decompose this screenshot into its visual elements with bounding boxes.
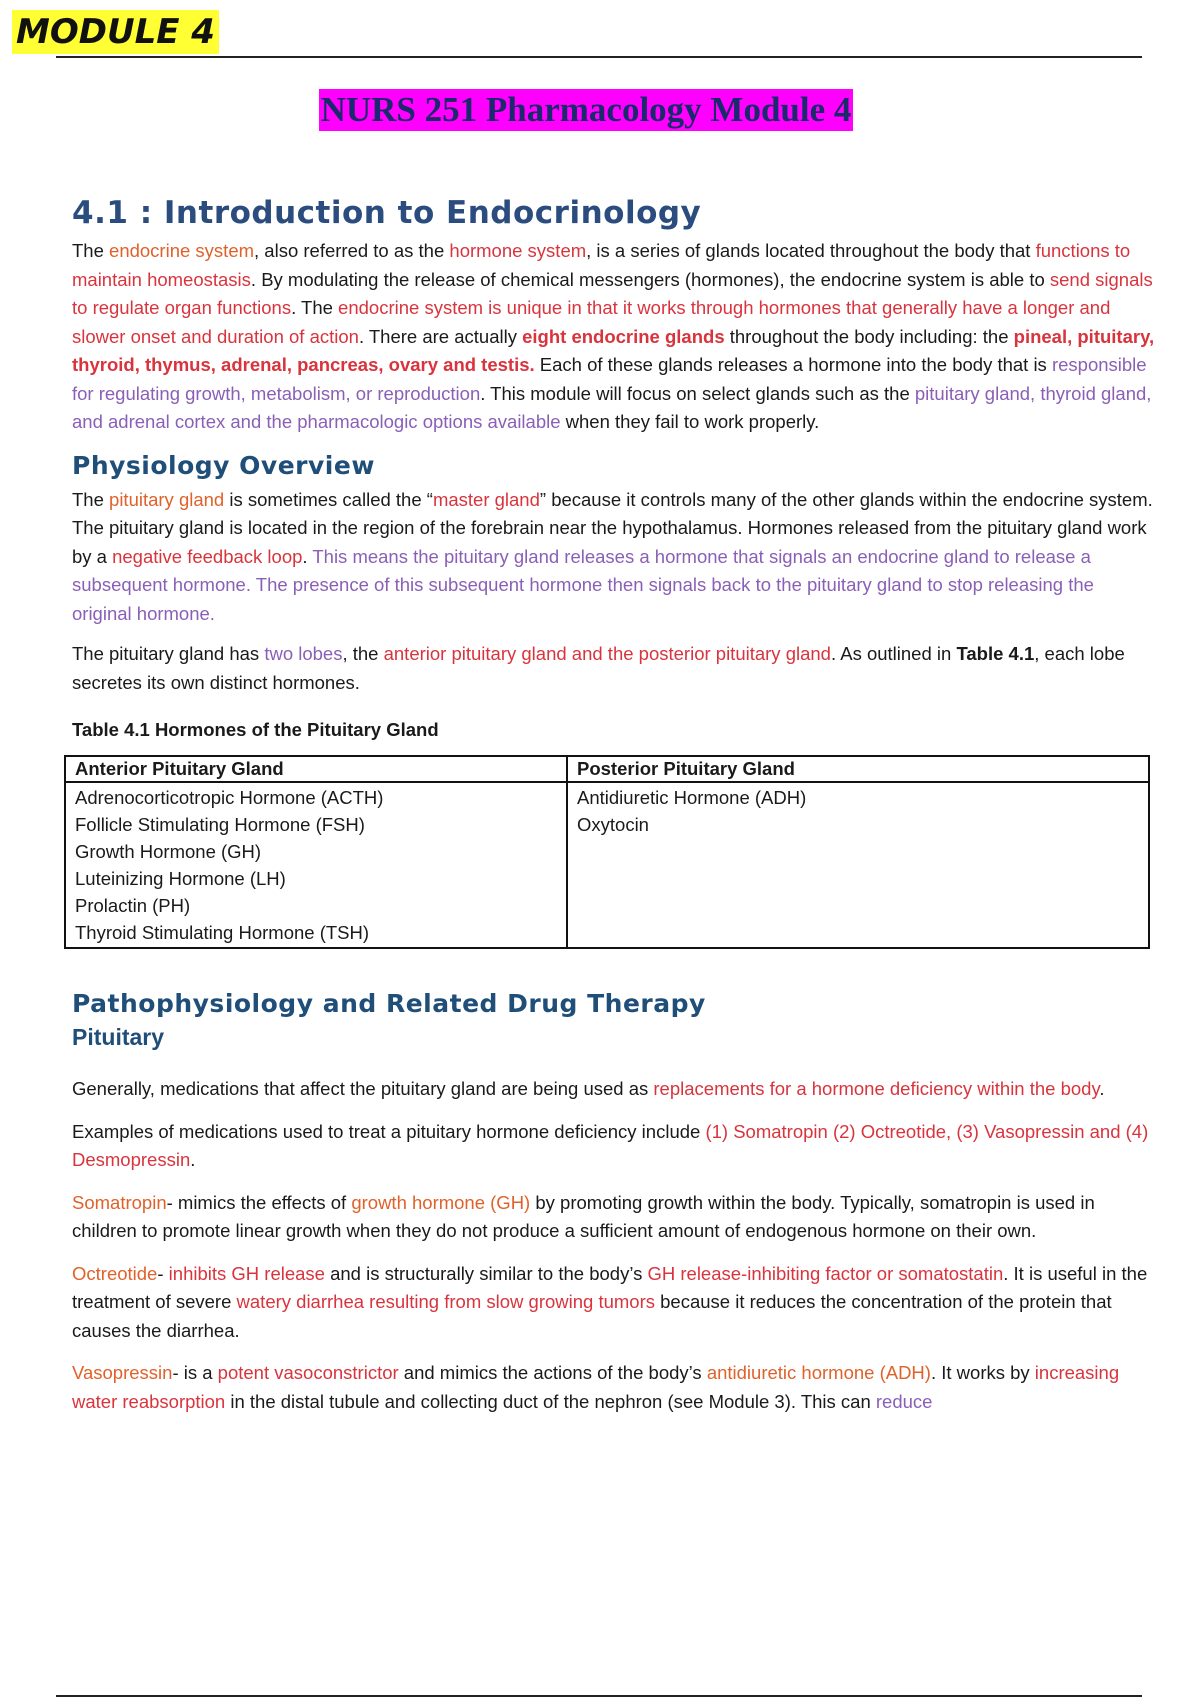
footer-divider bbox=[56, 1695, 1142, 1697]
text-run: eight endocrine glands bbox=[522, 325, 725, 347]
text-run: , also referred to as the bbox=[254, 240, 450, 261]
table-header-anterior: Anterior Pituitary Gland bbox=[65, 756, 567, 782]
text-run: GH release-inhibiting factor or somatostatin bbox=[647, 1262, 1004, 1284]
hormone-item: Oxytocin bbox=[577, 814, 649, 835]
text-run: and is structurally similar to the body’s bbox=[324, 1262, 648, 1284]
subsection-heading-pituitary: Pituitary bbox=[72, 1024, 165, 1050]
text-run: two lobes bbox=[264, 643, 343, 664]
text-run: pituitary gland bbox=[109, 488, 225, 510]
text-run: , each lobe secretes its own distinct hormones. bbox=[72, 643, 1125, 693]
text-run: The pituitary gland has bbox=[72, 643, 265, 664]
hormone-item: Adrenocorticotropic Hormone (ACTH) bbox=[75, 787, 384, 808]
section-heading-pathophysiology: Pathophysiology and Related Drug Therapy bbox=[72, 989, 706, 1018]
title-wrapper bbox=[72, 89, 1158, 131]
hormone-item: Luteinizing Hormone (LH) bbox=[75, 868, 286, 889]
hormone-item: Growth Hormone (GH) bbox=[75, 841, 262, 862]
document-title: NURS 251 Pharmacology Module 4 bbox=[320, 90, 852, 129]
text-run: The bbox=[72, 488, 110, 510]
text-run: . The bbox=[291, 297, 339, 318]
text-run: . bbox=[302, 545, 313, 567]
text-run: - mimics the effects of bbox=[166, 1191, 352, 1213]
text-run: because it reduces the concentration of the protein that causes the diarrhea. bbox=[72, 1291, 1112, 1341]
text-run: . bbox=[1099, 1078, 1105, 1099]
text-run: and mimics the actions of the body’s bbox=[398, 1362, 707, 1383]
text-run: . By modulating the release of chemical messengers (hormones), the endocrine system is able to bbox=[250, 268, 1050, 290]
pathophysiology-paragraph bbox=[72, 1075, 1158, 1104]
text-run: endocrine system is unique in that it works through hormones that generally have a longer and slower onset and duration of action bbox=[72, 297, 1111, 347]
text-run: . It works by bbox=[930, 1362, 1035, 1383]
pituitary-hormones-table bbox=[64, 755, 1150, 949]
text-run: send signals to regulate organ functions bbox=[72, 268, 1153, 318]
text-run: Somatropin bbox=[72, 1191, 167, 1213]
pathophysiology-paragraph bbox=[72, 1118, 1158, 1175]
text-run: hormone system bbox=[449, 240, 587, 261]
hormone-item: Prolactin (PH) bbox=[75, 895, 191, 916]
text-run: potent vasoconstrictor bbox=[217, 1362, 399, 1383]
text-run: pituitary gland, thyroid gland, and adrenal cortex and the pharmacologic options available bbox=[72, 382, 1152, 432]
text-run: Table 4.1 bbox=[956, 643, 1035, 664]
text-run: by promoting growth within the body. Typically, somatropin is used in children to promote linear growth when they do not produce a sufficient amount of endogenous hormone on their own. bbox=[72, 1191, 1095, 1241]
text-run: The bbox=[72, 240, 110, 261]
text-run: master gland bbox=[432, 488, 540, 510]
text-run: - is a bbox=[172, 1362, 218, 1383]
hormone-item: Thyroid Stimulating Hormone (TSH) bbox=[75, 922, 370, 943]
text-run: , is a series of glands located throughout the body that bbox=[586, 240, 1036, 261]
text-run: increasing water reabsorption bbox=[72, 1362, 1120, 1412]
text-run: responsible for regulating growth, metabolism, or reproduction bbox=[72, 354, 1147, 404]
text-run: ” because it controls many of the other glands within the endocrine system. The pituitary gland is located in the region of the forebrain near the hypothalamus. Hormones released from the pituitary gland work by a bbox=[72, 488, 1153, 567]
table-header-posterior: Posterior Pituitary Gland bbox=[567, 756, 1149, 782]
text-run: in the distal tubule and collecting duct of the nephron (see Module 3). This can bbox=[225, 1390, 876, 1412]
text-run: . There are actually bbox=[358, 325, 523, 347]
module-label: MODULE 4 bbox=[12, 10, 219, 54]
text-run: . As outlined in bbox=[830, 643, 957, 664]
hormone-item: Follicle Stimulating Hormone (FSH) bbox=[75, 814, 365, 835]
text-run: pineal, pituitary, thyroid, thymus, adrenal, pancreas, ovary and testis. bbox=[72, 325, 1155, 375]
text-run: when they fail to work properly. bbox=[560, 411, 820, 432]
posterior-hormones-cell bbox=[567, 782, 1149, 948]
text-run: This means the pituitary gland releases a hormone that signals an endocrine gland to release a subsequent hormone. The presence of this subsequent hormone then signals back to the pituitary gland to stop releasing the original hormone. bbox=[72, 545, 1094, 624]
section-heading-physiology: Physiology Overview bbox=[72, 450, 375, 480]
text-run: - bbox=[157, 1262, 169, 1284]
text-run: Each of these glands releases a hormone into the body that is bbox=[534, 354, 1052, 375]
text-run: inhibits GH release bbox=[168, 1262, 325, 1284]
hormone-item: Antidiuretic Hormone (ADH) bbox=[577, 787, 807, 808]
text-run: watery diarrhea resulting from slow growing tumors bbox=[236, 1291, 655, 1312]
text-run: growth hormone (GH) bbox=[351, 1191, 531, 1213]
pathophysiology-paragraph bbox=[72, 1260, 1158, 1346]
section-heading-intro: 4.1 : Introduction to Endocrinology bbox=[72, 195, 702, 231]
text-run: . This module will focus on select glands such as the bbox=[480, 382, 915, 404]
text-run: replacements for a hormone deficiency within the body bbox=[653, 1078, 1100, 1099]
anterior-hormones-cell bbox=[65, 782, 567, 948]
document-body bbox=[72, 60, 1158, 1430]
physiology-paragraph-2 bbox=[72, 640, 1158, 697]
text-run: Octreotide bbox=[72, 1262, 158, 1284]
header-divider bbox=[56, 56, 1142, 58]
text-run: negative feedback loop bbox=[112, 545, 303, 567]
text-run: functions to maintain homeostasis bbox=[72, 240, 1131, 290]
text-run: . bbox=[190, 1149, 196, 1170]
text-run: reduce bbox=[875, 1390, 933, 1412]
physiology-paragraph-1 bbox=[72, 486, 1158, 629]
text-run: Generally, medications that affect the pituitary gland are being used as bbox=[72, 1078, 654, 1099]
intro-paragraph bbox=[72, 237, 1158, 437]
text-run: , the bbox=[342, 643, 384, 664]
table-header-row bbox=[65, 756, 1149, 782]
text-run: Examples of medications used to treat a pituitary hormone deficiency include bbox=[72, 1120, 706, 1142]
text-run: throughout the body including: the bbox=[724, 325, 1014, 347]
table-caption: Table 4.1 Hormones of the Pituitary Gland bbox=[72, 719, 439, 740]
pathophysiology-paragraph bbox=[72, 1359, 1158, 1416]
text-run: Vasopressin bbox=[72, 1362, 173, 1383]
text-run: (1) Somatropin (2) Octreotide, (3) Vasopressin and (4) Desmopressin bbox=[72, 1120, 1149, 1170]
text-run: anterior pituitary gland and the posterior pituitary gland bbox=[383, 643, 831, 664]
pathophysiology-paragraph bbox=[72, 1189, 1158, 1246]
text-run: endocrine system bbox=[109, 240, 255, 261]
table-row bbox=[65, 782, 1149, 948]
text-run: is sometimes called the “ bbox=[224, 488, 433, 510]
text-run: . It is useful in the treatment of severe bbox=[72, 1262, 1148, 1312]
text-run: antidiuretic hormone (ADH) bbox=[706, 1362, 931, 1383]
pathophysiology-paragraphs bbox=[72, 1075, 1158, 1416]
